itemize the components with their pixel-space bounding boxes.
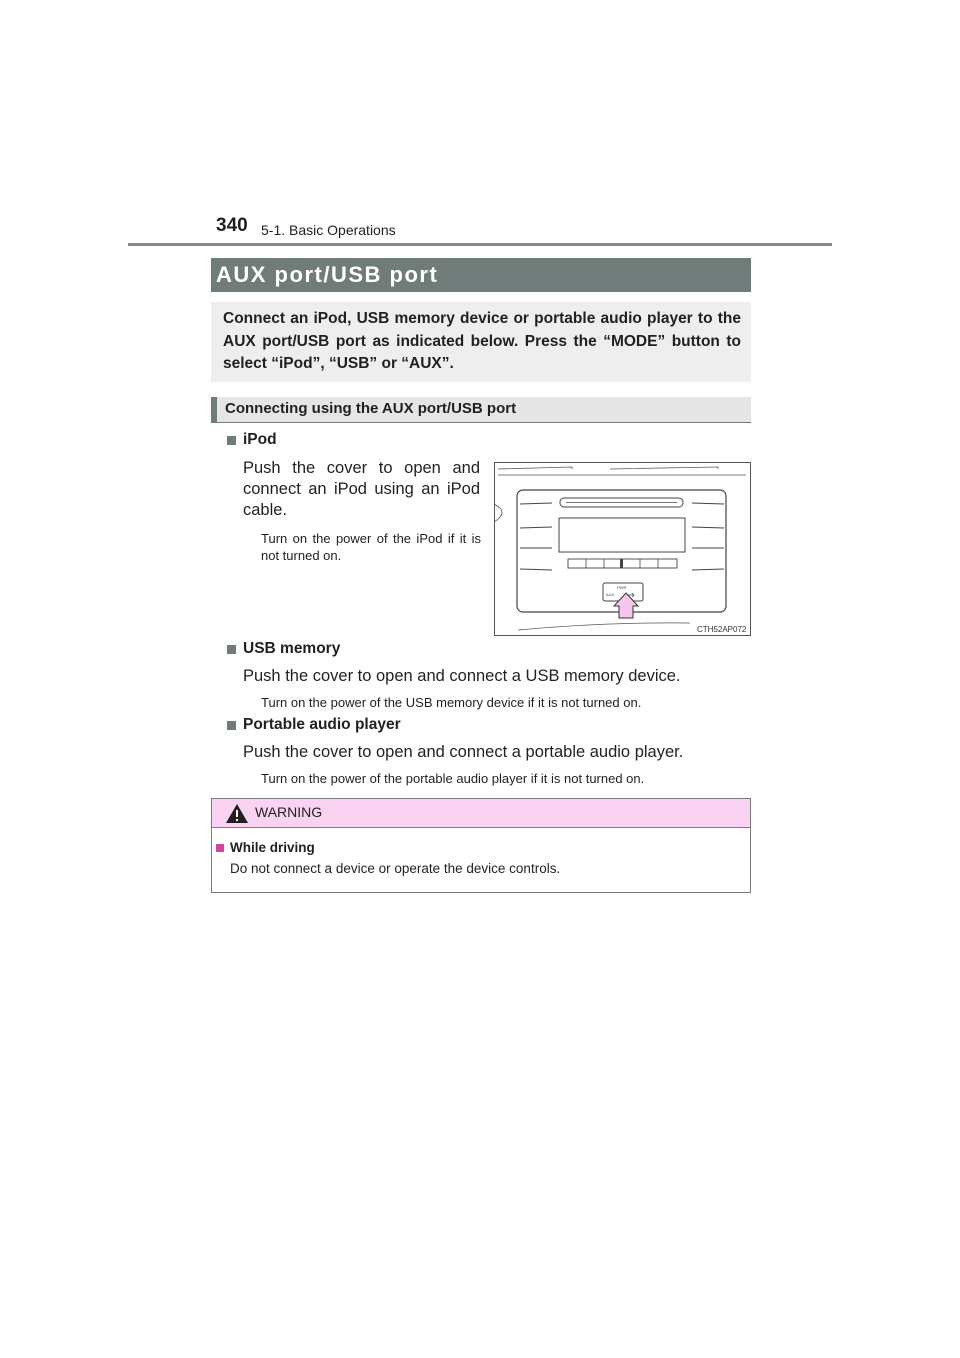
warning-triangle-icon <box>225 803 249 824</box>
subsection-title: Connecting using the AUX port/USB port <box>225 400 517 417</box>
port-label-aux: AUX <box>606 592 615 597</box>
page-title: AUX port/USB port <box>216 262 439 287</box>
figure-code: CTH52AP072 <box>697 625 747 634</box>
port-label-pwr: PWR <box>617 585 627 590</box>
bullet-square-icon <box>227 436 236 445</box>
display-screen <box>559 518 685 552</box>
warning-body: Do not connect a device or operate the device controls. <box>230 861 561 876</box>
bullet-square-icon <box>227 645 236 654</box>
section-label: 5-1. Basic Operations <box>261 222 396 238</box>
item-body-usb: Push the cover to open and connect a USB memory device. <box>243 667 681 685</box>
item-note-ipod: Turn on the power of the iPod if it is not turned on. <box>261 531 481 563</box>
item-heading-usb: USB memory <box>243 640 341 657</box>
item-heading-portable: Portable audio player <box>243 716 401 733</box>
header-rule <box>128 243 832 246</box>
intro-text: Connect an iPod, USB memory device or portable audio player to the AUX port/USB port as indicated below. Press the “MODE” button to select “iPod”, “USB” or “AUX”. <box>223 310 741 372</box>
page-number: 340 <box>216 215 248 236</box>
item-body-ipod: Push the cover to open and connect an iPod using an iPod cable. <box>243 459 480 519</box>
item-body-portable: Push the cover to open and connect a portable audio player. <box>243 743 684 761</box>
warning-subheading: While driving <box>230 840 315 855</box>
item-note-portable: Turn on the power of the portable audio player if it is not turned on. <box>261 771 645 786</box>
item-note-usb: Turn on the power of the USB memory device if it is not turned on. <box>261 695 642 710</box>
warning-bullet-icon <box>216 844 224 852</box>
warning-label: WARNING <box>255 804 323 820</box>
subsection-accent <box>211 397 217 423</box>
audio-unit-figure <box>494 462 751 636</box>
bullet-square-icon <box>227 721 236 730</box>
subsection-rule <box>211 422 751 423</box>
item-heading-ipod: iPod <box>243 431 277 448</box>
